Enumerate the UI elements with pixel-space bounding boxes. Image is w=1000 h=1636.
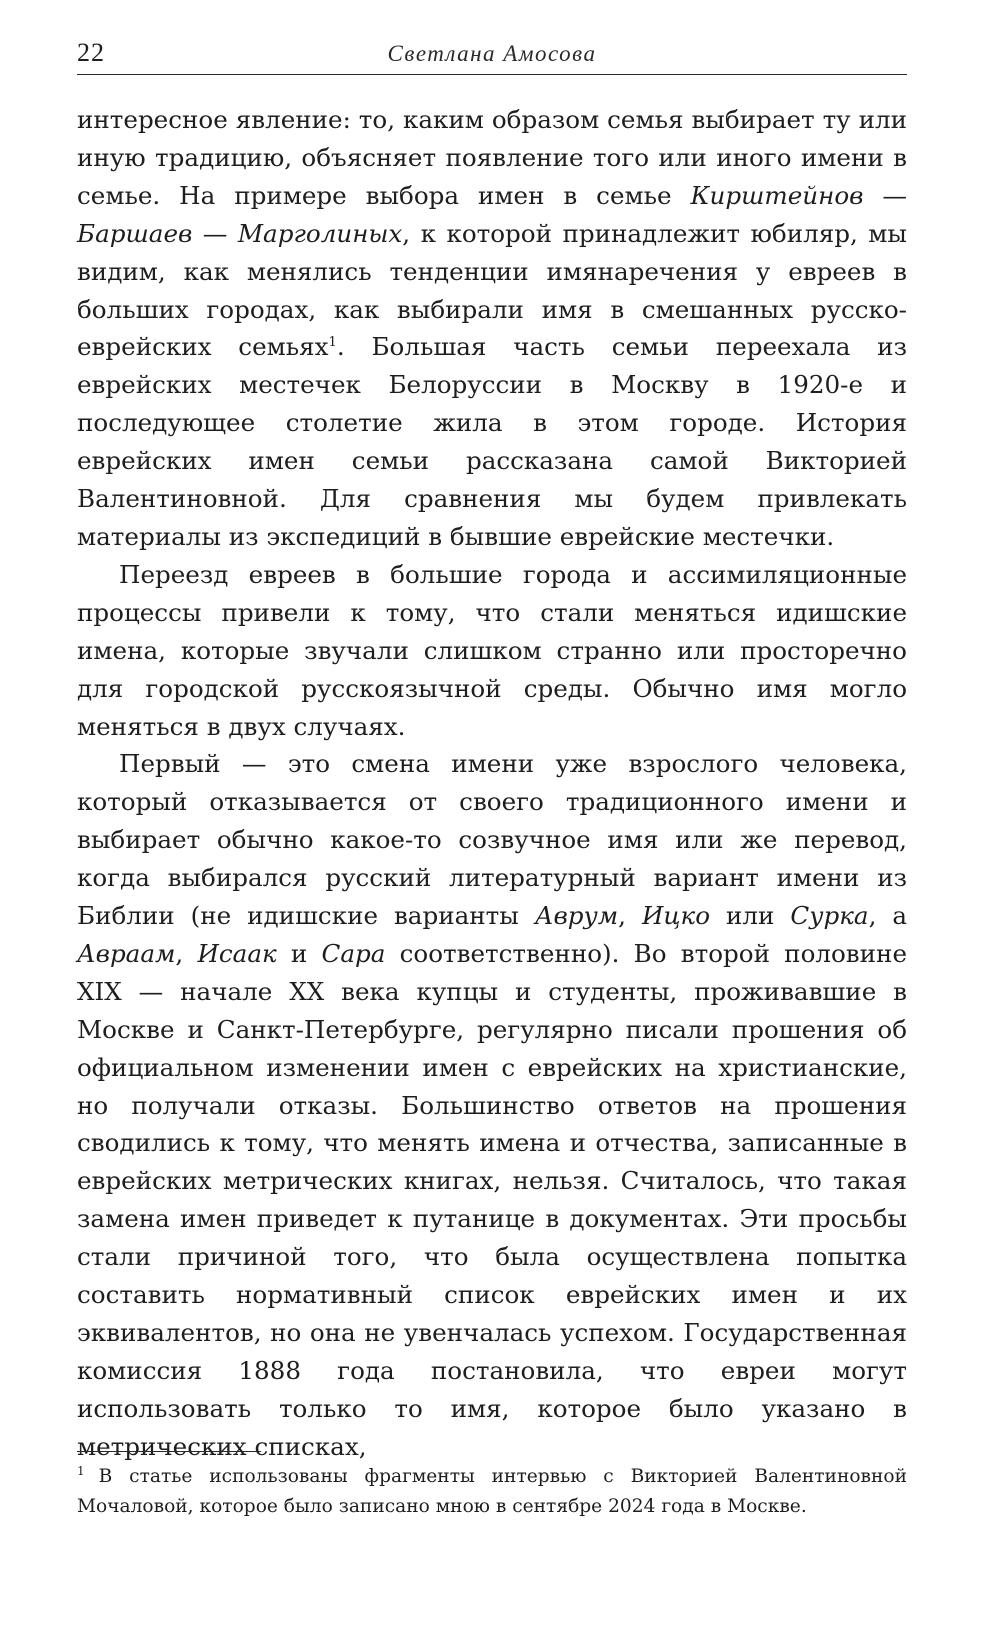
name-itsko: Ицко: [641, 901, 711, 931]
paragraph-3-text-e: ,: [175, 938, 198, 968]
paragraph-3-text-f: и: [276, 938, 322, 968]
name-avrum: Аврум: [534, 901, 619, 931]
footnote-reference[interactable]: 1: [328, 335, 337, 351]
paragraph-1-text-a: интересное явление: то, каким образом семья выбирает ту или иную традицию, объясняет появление того или иного имени в семье. На примере выбора имен в семье: [77, 105, 907, 210]
name-avraam: Авраам: [77, 938, 176, 968]
paragraph-1: [77, 101, 907, 556]
paragraph-3-text-b: ,: [618, 901, 642, 931]
footnote-marker: 1: [77, 1463, 85, 1478]
paragraph-3-text-a: Первый — это смена имени уже взрослого человека, который отказывается от своего традиционного имени и выбирает обычно какое-то созвучное имя или же перевод, когда выбирался русский литературный вариант имени из Библии (не идишские варианты: [77, 749, 907, 931]
paragraph-3: [77, 745, 907, 1465]
name-sara: Сара: [321, 938, 386, 968]
page-number: 22: [77, 38, 105, 67]
paragraph-2: Переезд евреев в большие города и ассимиляционные процессы привели к тому, что стали меняться идишские имена, которые звучали слишком странно или просторечно для городской русскоязычной среды. Обычно имя могло меняться в двух случаях.: [77, 559, 907, 741]
running-title: Светлана Амосова: [387, 41, 597, 66]
footnote-text: В статье использованы фрагменты интервью с Викторией Валентиновной Мочаловой, которое было записано мною в сентябре 2024 года в Москве.: [77, 1466, 907, 1517]
running-head: [77, 38, 907, 75]
paragraph-3-text-c: или: [710, 901, 791, 931]
paragraph-3-text-g: соответственно). Во второй половине XIX — начале XX века купцы и студенты, проживавшие в Москве и Санкт-Петербурге, регулярно писали прошения об официальном изменении имен с еврейских на христианские, но получали отказы. Большинство ответов на прошения сводились к тому, что менять имена и отчества, записанные в еврейских метрических книгах, нельзя. Считалось, что такая замена имен приведет к путанице в документах. Эти просьбы стали причиной того, что была осуществлена попытка составить нормативный список еврейских имен и их эквивалентов, но она не увенчалась успехом. Государственная комиссия 1888 года постановила, что евреи могут использовать только то имя, которое было указано в метрических списках,: [77, 938, 907, 1461]
body-text: [77, 101, 907, 1466]
paragraph-1-family-names: Кирштейнов — Баршаев — Марголиных: [77, 180, 907, 248]
name-isaak: Исаак: [197, 938, 277, 968]
name-surka: Сурка: [790, 901, 869, 931]
paragraph-1-text-c: , к которой принадлежит юбиляр, мы видим, как менялись тенденции имянаречения у евреев в больших городах, как выбирали имя в смешанных русско-еврейских семьях: [77, 218, 907, 362]
footnote-divider: [77, 1451, 261, 1452]
paragraph-1-text-d: . Большая часть семьи переехала из еврейских местечек Белоруссии в Москву в 1920-е и последующее столетие жила в этом городе. История еврейских имен семьи рассказана самой Викторией Валентиновной. Для сравнения мы будем привлекать материалы из экспедиций в бывшие еврейские местечки.: [77, 332, 907, 551]
paragraph-3-text-d: , а: [868, 901, 907, 931]
footnote: [77, 1462, 907, 1522]
